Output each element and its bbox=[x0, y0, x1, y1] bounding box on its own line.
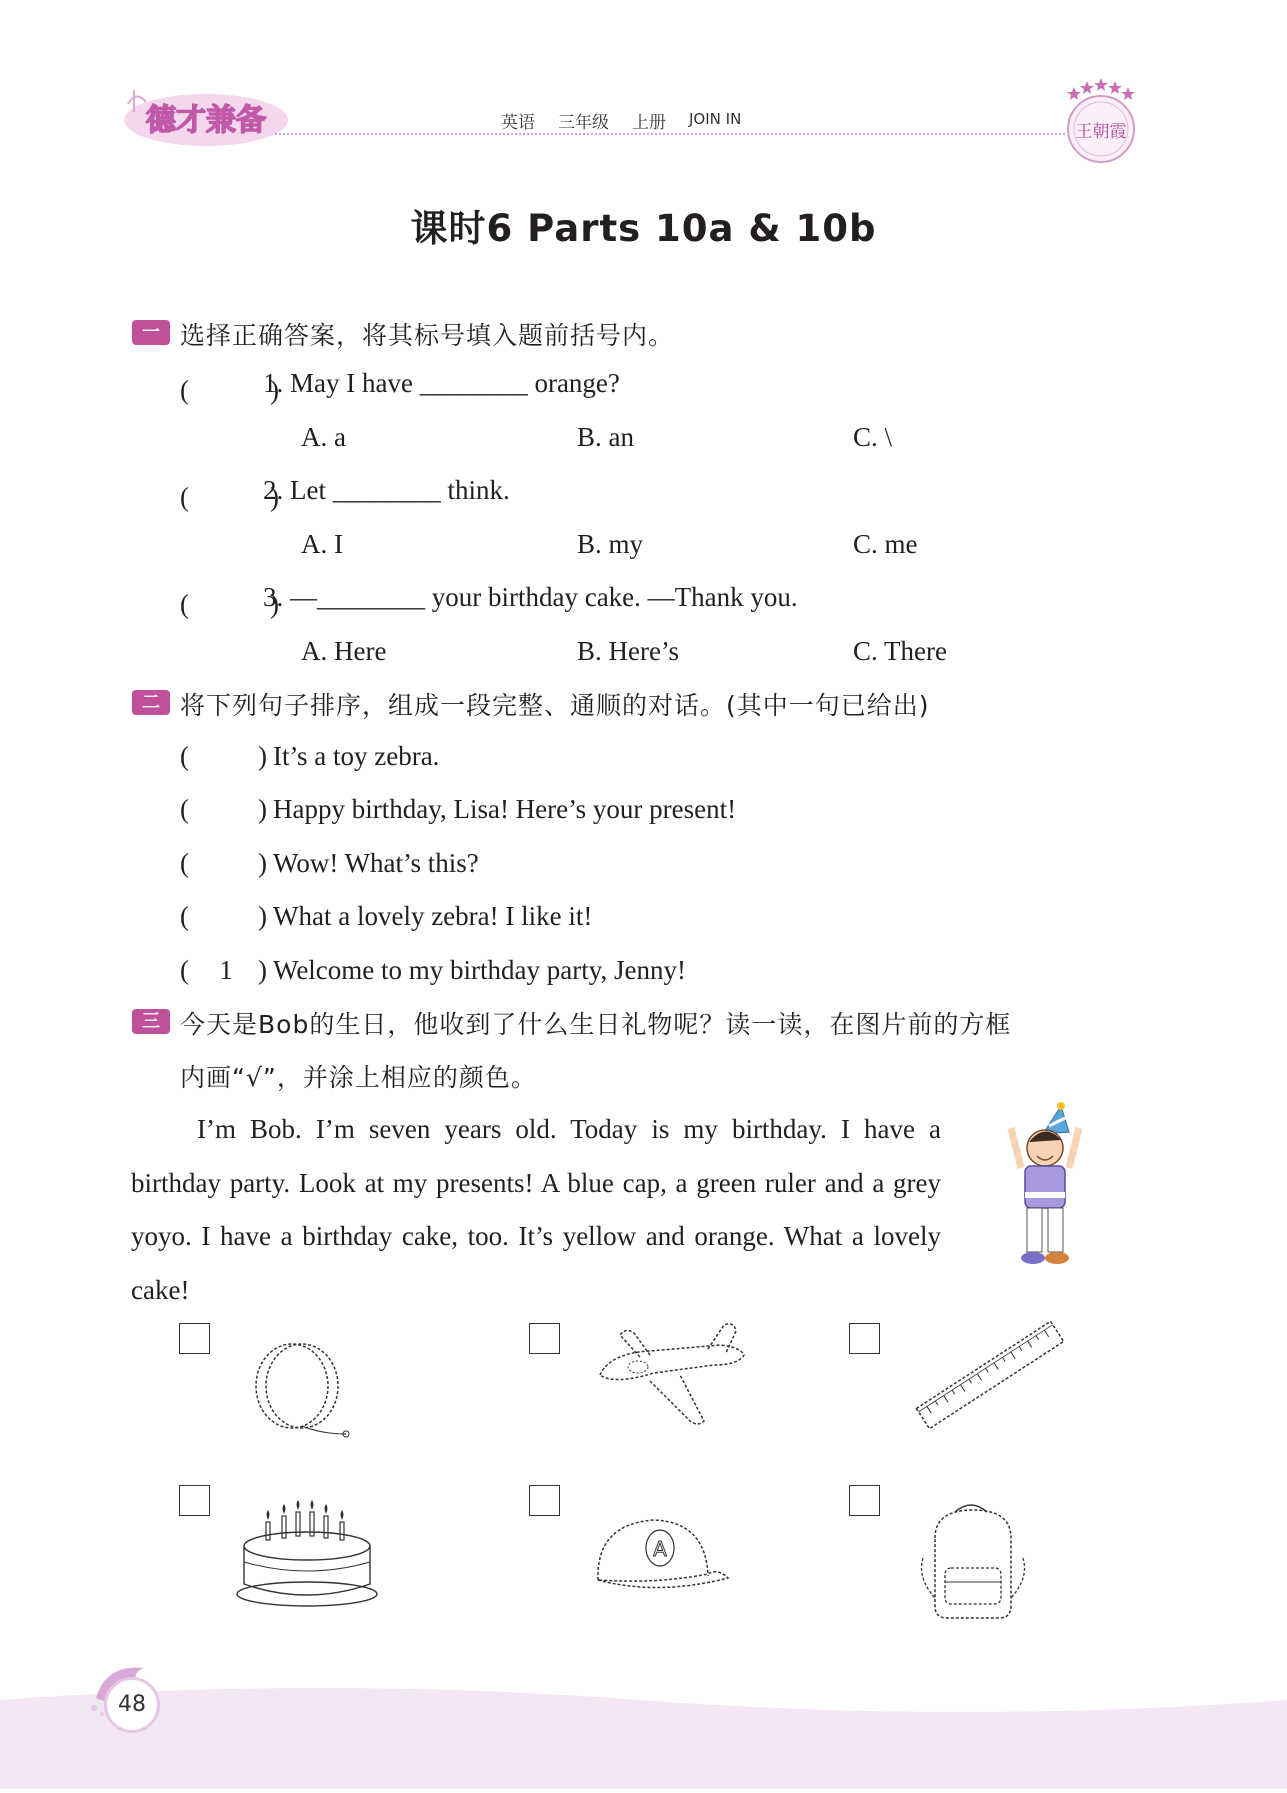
q1-option-b: B. an bbox=[577, 422, 634, 452]
cap-letter: A bbox=[653, 1537, 667, 1561]
order-item-text: Wow! What’s this? bbox=[273, 848, 479, 878]
airplane-checkbox[interactable] bbox=[529, 1323, 560, 1354]
page-number: 48 bbox=[104, 1677, 160, 1733]
header-volume: 上册 bbox=[632, 113, 666, 133]
q1-option-c: C. \ bbox=[853, 422, 893, 452]
backpack-checkbox[interactable] bbox=[849, 1485, 880, 1516]
brand-seal bbox=[1060, 75, 1142, 165]
order-paren-open: ( bbox=[180, 794, 189, 824]
cap-checkbox[interactable] bbox=[529, 1485, 560, 1516]
order-paren-close: ) bbox=[258, 741, 267, 771]
cap-icon bbox=[590, 1510, 730, 1599]
order-paren-close: ) bbox=[258, 794, 267, 824]
birthday-cake-icon bbox=[232, 1500, 382, 1614]
section1-instruction: 选择正确答案，将其标号填入题前括号内。 bbox=[180, 321, 675, 350]
footer-background bbox=[0, 1680, 1287, 1789]
lesson-title: 课时6 Parts 10a & 10b bbox=[410, 207, 877, 250]
order-item-text: Welcome to my birthday party, Jenny! bbox=[273, 955, 686, 985]
q2-option-c: C. me bbox=[853, 529, 918, 559]
backpack-icon bbox=[915, 1498, 1030, 1627]
q3-answer-paren[interactable]: ( ) bbox=[180, 589, 279, 619]
q2-text: 2. Let ________ think. bbox=[263, 475, 510, 505]
order-paren-close: ) bbox=[258, 848, 267, 878]
reading-passage bbox=[131, 1103, 941, 1317]
order-paren-open: ( bbox=[180, 848, 189, 878]
q3-option-a: A. Here bbox=[301, 636, 387, 666]
order-item-text: Happy birthday, Lisa! Here’s your present! bbox=[273, 794, 737, 824]
order-answer[interactable]: 1 bbox=[219, 955, 233, 985]
q1-answer-paren[interactable]: ( ) bbox=[180, 375, 279, 405]
q1-option-a: A. a bbox=[301, 422, 346, 452]
order-paren-close: ) bbox=[258, 901, 267, 931]
header-divider bbox=[275, 133, 1065, 135]
order-paren-open: ( bbox=[180, 901, 189, 931]
q1-text: 1. May I have ________ orange? bbox=[263, 368, 620, 398]
ruler-checkbox[interactable] bbox=[849, 1323, 880, 1354]
header-grade: 三年级 bbox=[558, 113, 609, 133]
series-logo-text: 德才兼备 bbox=[146, 103, 266, 138]
section3-instruction-line2: 内画“√”，并涂上相应的颜色。 bbox=[180, 1063, 537, 1092]
q3-text: 3. —________ your birthday cake. —Thank you. bbox=[263, 582, 798, 612]
header-subject: 英语 bbox=[501, 113, 535, 133]
bob-illustration bbox=[995, 1098, 1095, 1277]
birthday-cake-checkbox[interactable] bbox=[179, 1485, 210, 1516]
airplane-icon bbox=[590, 1315, 750, 1439]
section3-tag: 三 bbox=[132, 1009, 170, 1034]
order-item-text: It’s a toy zebra. bbox=[273, 741, 440, 771]
brand-seal-text: 王朝霞 bbox=[1075, 122, 1127, 142]
q2-option-a: A. I bbox=[301, 529, 343, 559]
q3-option-c: C. There bbox=[853, 636, 947, 666]
order-paren-open: ( bbox=[180, 955, 189, 985]
yoyo-checkbox[interactable] bbox=[179, 1323, 210, 1354]
header-edition: JOIN IN bbox=[689, 110, 742, 128]
ruler-icon bbox=[905, 1315, 1075, 1439]
order-paren-close: ) bbox=[258, 955, 267, 985]
section1-tag: 一 bbox=[132, 320, 170, 345]
series-logo bbox=[118, 84, 293, 149]
section2-tag: 二 bbox=[132, 690, 170, 715]
q2-answer-paren[interactable]: ( ) bbox=[180, 482, 279, 512]
order-paren-open: ( bbox=[180, 741, 189, 771]
q3-option-b: B. Here’s bbox=[577, 636, 679, 666]
section3-instruction-line1: 今天是Bob的生日，他收到了什么生日礼物呢？读一读，在图片前的方框 bbox=[180, 1010, 1012, 1039]
q2-option-b: B. my bbox=[577, 529, 644, 559]
yoyo-icon bbox=[248, 1338, 358, 1447]
section2-instruction: 将下列句子排序，组成一段完整、通顺的对话。(其中一句已给出) bbox=[180, 691, 930, 720]
order-item-text: What a lovely zebra! I like it! bbox=[273, 901, 593, 931]
reading-passage-text: I’m Bob. I’m seven years old. Today is my birthday. I have a birthday party. Look at my presents! A blue cap, a green ruler and a grey yoyo. I have a birthday cake, too. It’s yellow and orange. What a lovely cake! bbox=[131, 1114, 941, 1305]
